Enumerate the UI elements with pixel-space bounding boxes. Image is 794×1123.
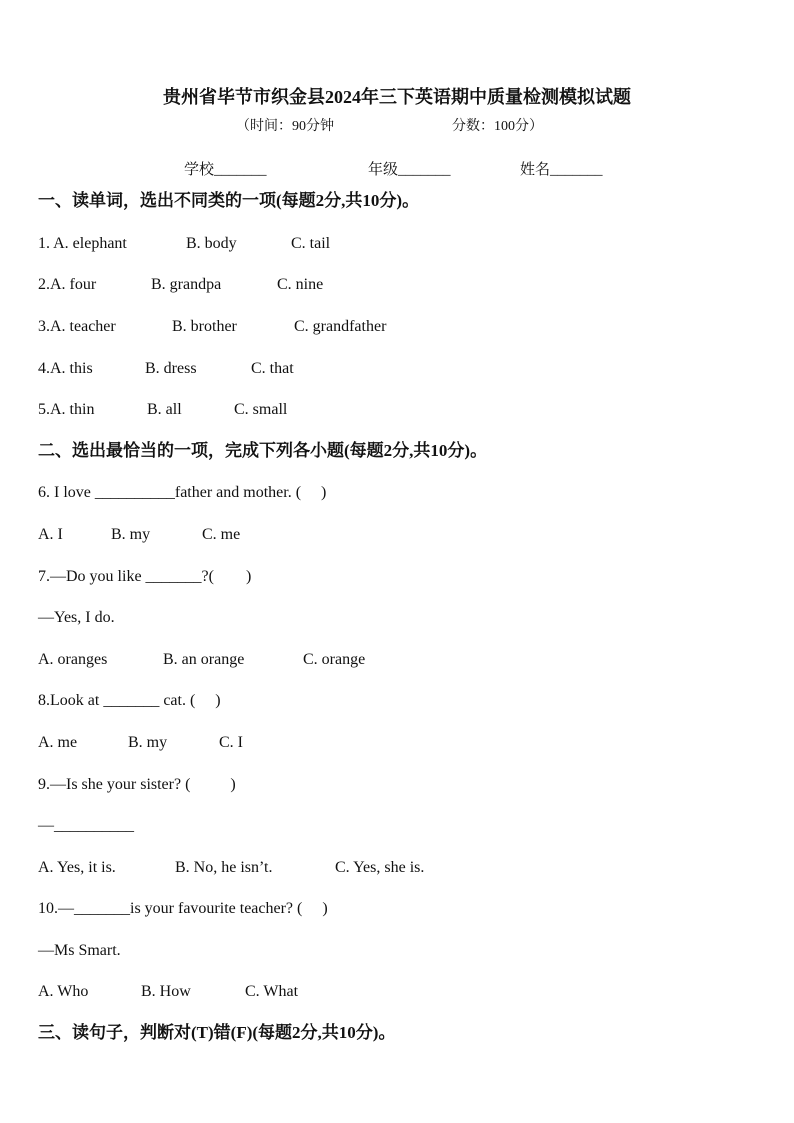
- question-6: 6. I love __________father and mother. ( ): [38, 484, 327, 501]
- q8-option-a: A. me: [38, 734, 78, 751]
- question-7: 7.—Do you like _______?( ): [38, 568, 252, 585]
- school-field: 学校_______: [184, 162, 267, 178]
- q3-option-a: 3.A. teacher: [38, 318, 116, 335]
- q10-option-b: B. How: [141, 983, 191, 1000]
- q5-option-c: C. small: [234, 401, 288, 418]
- q4-option-a: 4.A. this: [38, 360, 93, 377]
- q10-option-a: A. Who: [38, 983, 89, 1000]
- q3-option-c: C. grandfather: [294, 318, 387, 335]
- page-title: 贵州省毕节市织金县2024年三下英语期中质量检测模拟试题: [163, 87, 631, 107]
- name-field: 姓名_______: [520, 162, 603, 178]
- q8-option-b: B. my: [128, 734, 168, 751]
- q7-option-b: B. an orange: [163, 651, 245, 668]
- question-8: 8.Look at _______ cat. ( ): [38, 692, 221, 709]
- section1-heading: 一、读单词，选出不同类的一项(每题2分,共10分)。: [38, 191, 420, 210]
- q3-option-b: B. brother: [172, 318, 237, 335]
- q10-reply: —Ms Smart.: [38, 942, 121, 959]
- q4-option-c: C. that: [251, 360, 294, 377]
- q10-option-c: C. What: [245, 983, 299, 1000]
- section3-heading: 三、读句子，判断对(T)错(F)(每题2分,共10分)。: [38, 1023, 396, 1042]
- q7-option-c: C. orange: [303, 651, 366, 668]
- q7-option-a: A. oranges: [38, 651, 108, 668]
- question-9: 9.—Is she your sister? ( ): [38, 776, 236, 793]
- q1-option-a: 1. A. elephant: [38, 235, 127, 252]
- q9-reply: —__________: [38, 817, 134, 834]
- q6-option-b: B. my: [111, 526, 151, 543]
- q1-option-c: C. tail: [291, 235, 331, 252]
- q2-option-b: B. grandpa: [151, 276, 222, 293]
- q5-option-a: 5.A. thin: [38, 401, 95, 418]
- q9-option-a: A. Yes, it is.: [38, 859, 116, 876]
- exam-time: （时间：90分钟: [236, 119, 334, 134]
- grade-field: 年级_______: [368, 162, 451, 178]
- q8-option-c: C. I: [219, 734, 243, 751]
- q9-option-b: B. No, he isn’t.: [175, 859, 273, 876]
- question-10: 10.—_______is your favourite teacher? ( ): [38, 900, 328, 917]
- q1-option-b: B. body: [186, 235, 237, 252]
- q2-option-a: 2.A. four: [38, 276, 97, 293]
- q5-option-b: B. all: [147, 401, 182, 418]
- section2-heading: 二、选出最恰当的一项，完成下列各小题(每题2分,共10分)。: [38, 441, 488, 460]
- q4-option-b: B. dress: [145, 360, 197, 377]
- q6-option-c: C. me: [202, 526, 241, 543]
- exam-score: 分数：100分）: [452, 119, 543, 134]
- q2-option-c: C. nine: [277, 276, 324, 293]
- q7-reply: —Yes, I do.: [38, 609, 115, 626]
- q6-option-a: A. I: [38, 526, 63, 543]
- q9-option-c: C. Yes, she is.: [335, 859, 425, 876]
